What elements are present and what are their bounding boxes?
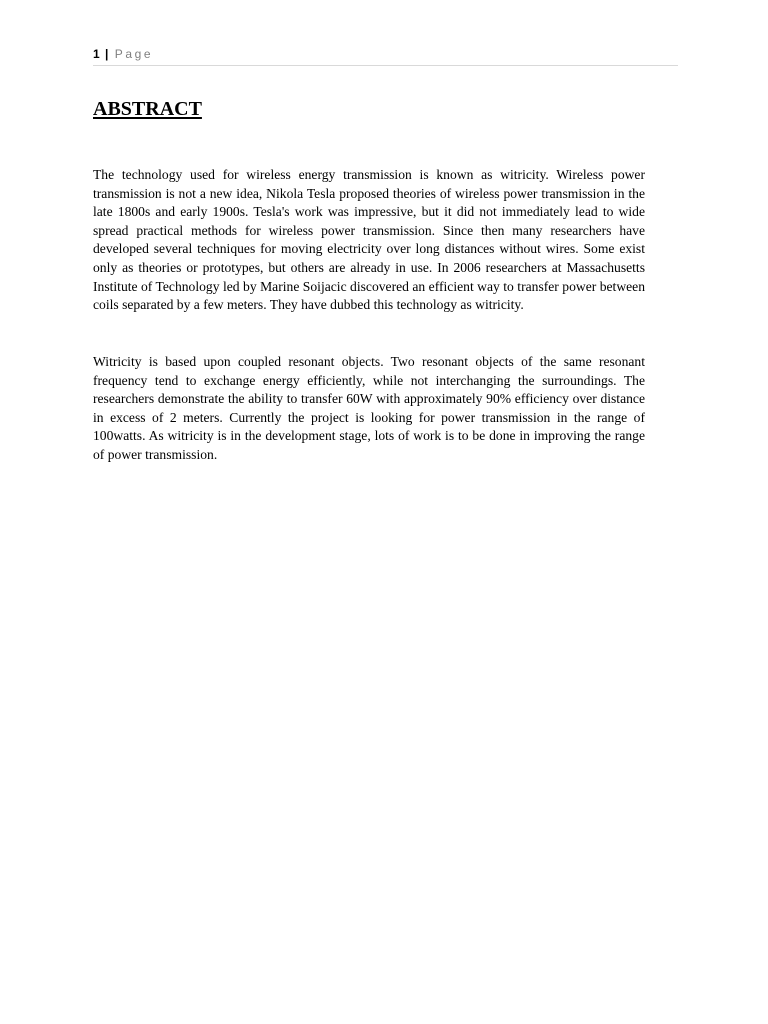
page-separator: | xyxy=(105,47,109,61)
abstract-paragraph: Witricity is based upon coupled resonant objects. Two resonant objects of the same resonant frequency tend to exchange energy efficiently, while not interchanging the surroundings. The researchers demonstrate the ability to transfer 60W with approximately 90% efficiency over distance in excess of 2 meters. Currently the project is looking for power transmission in the range of 100watts. As witricity is in the development stage, lots of work is to be done in improving the range of power transmission. xyxy=(93,354,645,462)
abstract-paragraph: The technology used for wireless energy transmission is known as witricity. Wireless power transmission is not a new idea, Nikola Tesla proposed theories of wireless power transmission in the late 1800s and early 1900s. Tesla's work was impressive, but it did not immediately lead to wide spread practical methods for wireless power transmission. Since then many researchers have developed several techniques for moving electricity over long distances without wires. Some exist only as theories or prototypes, but others are already in use. In 2006 researchers at Massachusetts Institute of Technology led by Marine Soijacic discovered an efficient way to transfer power between coils separated by a few meters. They have dubbed this technology as witricity. xyxy=(93,167,645,313)
document-title: ABSTRACT xyxy=(93,98,202,120)
page-label: Page xyxy=(114,47,154,61)
page-number: 1 xyxy=(93,47,100,61)
page-header xyxy=(93,46,678,66)
